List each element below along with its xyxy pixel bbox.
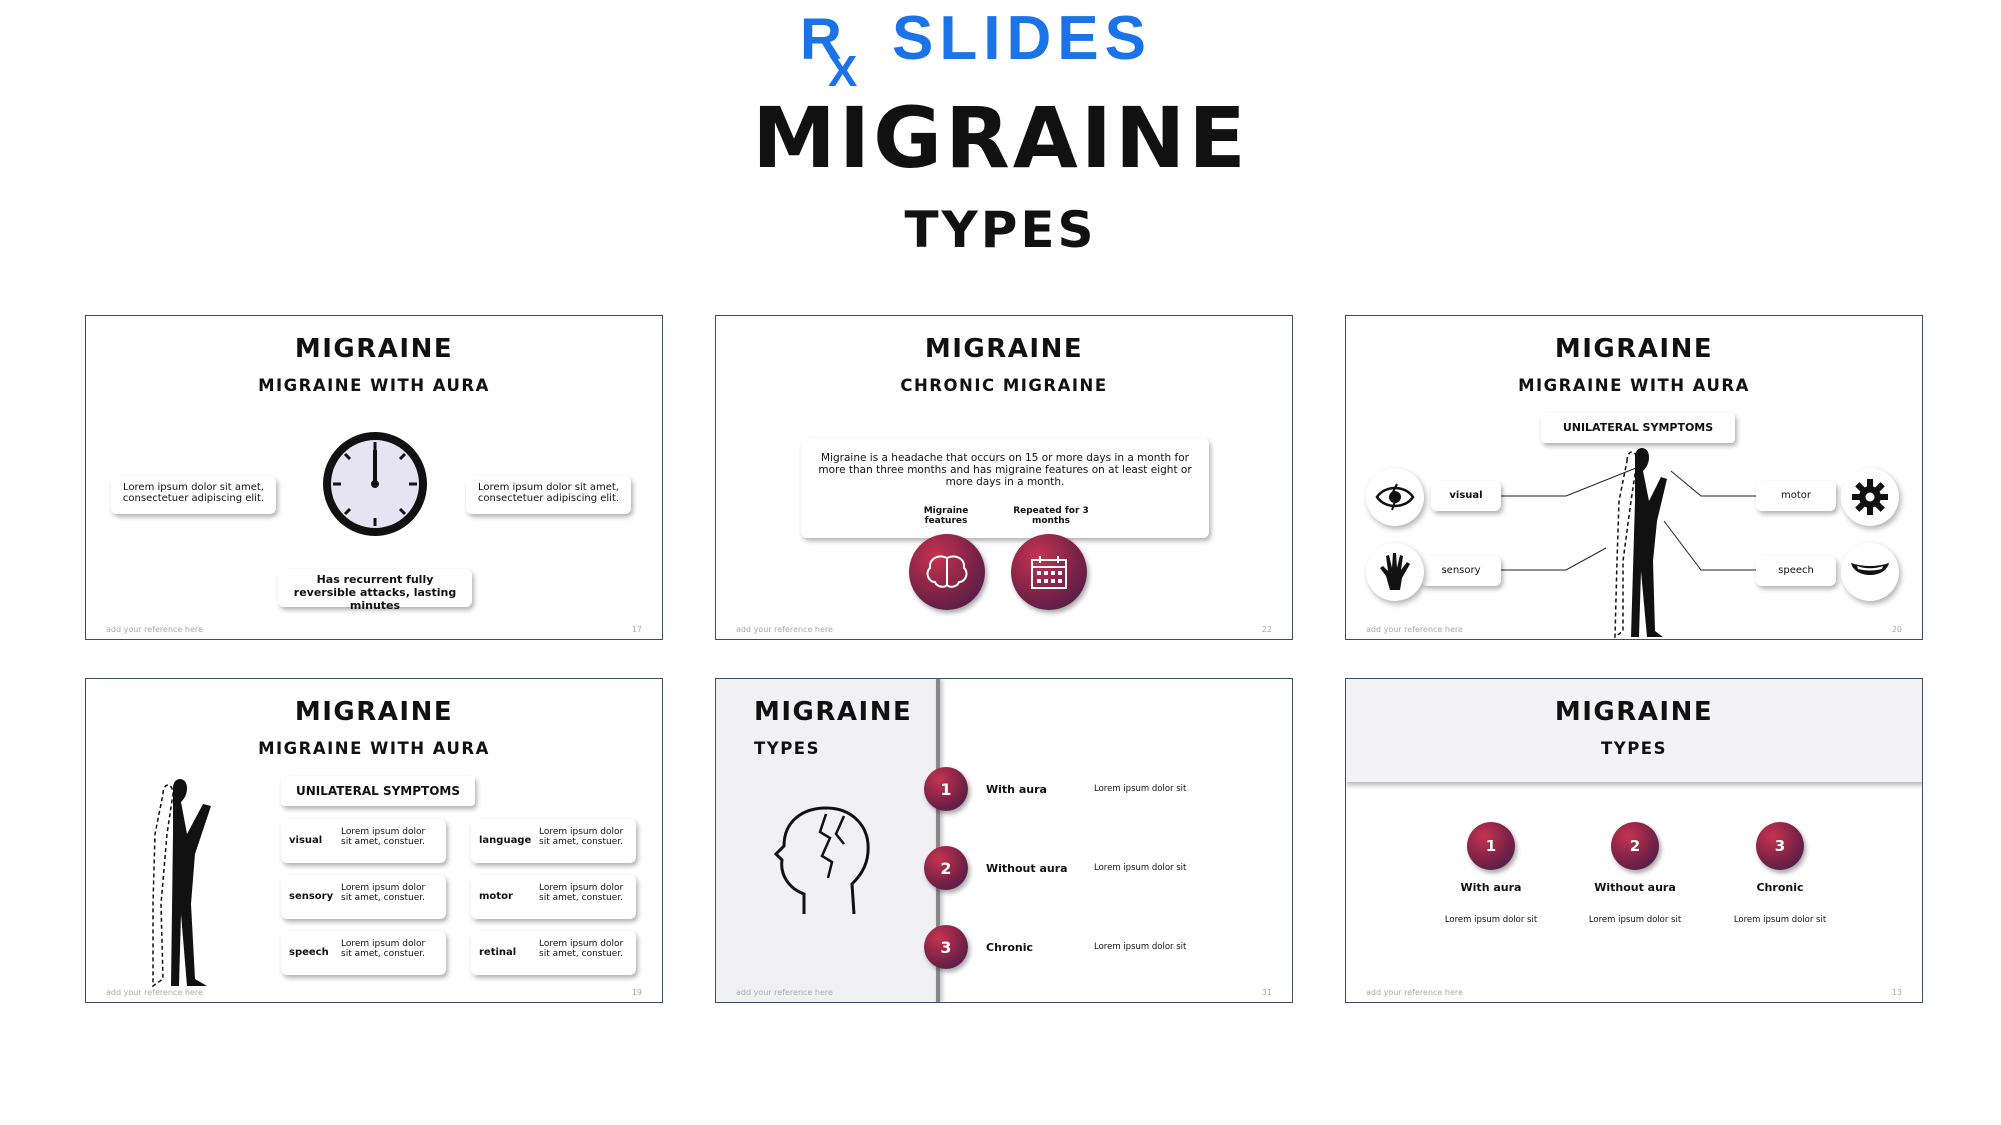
reference-note: add your reference here bbox=[736, 625, 833, 634]
eye-icon bbox=[1366, 468, 1424, 526]
type-text-2: Lorem ipsum dolor sit bbox=[1094, 863, 1187, 873]
human-silhouette-icon bbox=[141, 774, 241, 994]
left-text-card: Lorem ipsum dolor sit amet, consectetuer adipiscing elit. bbox=[111, 476, 276, 514]
slide-subtitle: CHRONIC MIGRAINE bbox=[900, 376, 1108, 395]
slide-thumbnail-2[interactable] bbox=[715, 315, 1293, 640]
step-number-1: 1 bbox=[1467, 822, 1515, 870]
type-text-2: Lorem ipsum dolor sit bbox=[1588, 915, 1682, 925]
reference-note: add your reference here bbox=[106, 988, 203, 997]
right-text-card: Lorem ipsum dolor sit amet, consectetuer adipiscing elit. bbox=[466, 476, 631, 514]
definition-card: Migraine is a headache that occurs on 15 or more days in a month for more than three months and has migraine features on at least eight or more days in a month. bbox=[801, 438, 1209, 538]
slide-subtitle: TYPES bbox=[1601, 739, 1667, 758]
step-number-3: 3 bbox=[1756, 822, 1804, 870]
page-number: 19 bbox=[631, 988, 642, 997]
symptom-card-visual: visual Lorem ipsum dolor sit amet, constuer. bbox=[281, 819, 446, 863]
slide-subtitle: MIGRAINE WITH AURA bbox=[258, 739, 490, 758]
page-subtitle: TYPES bbox=[904, 201, 1097, 259]
unilateral-symptoms-label: UNILATERAL SYMPTOMS bbox=[1541, 413, 1735, 443]
reference-note: add your reference here bbox=[1366, 988, 1463, 997]
type-label-3: Chronic bbox=[1756, 881, 1804, 894]
type-text-3: Lorem ipsum dolor sit bbox=[1733, 915, 1827, 925]
page-number: 13 bbox=[1891, 988, 1902, 997]
type-label-3: Chronic bbox=[986, 941, 1034, 954]
logo-slides: SLIDES bbox=[892, 4, 1152, 73]
logo-r: R bbox=[800, 7, 842, 72]
symptom-card-sensory: sensory Lorem ipsum dolor sit amet, constuer. bbox=[281, 875, 446, 919]
slide-thumbnail-4[interactable] bbox=[85, 678, 663, 1003]
reference-note: add your reference here bbox=[736, 988, 833, 997]
slide-subtitle: MIGRAINE WITH AURA bbox=[1518, 376, 1750, 395]
calendar-icon bbox=[1011, 534, 1087, 610]
slide-thumbnail-3[interactable] bbox=[1345, 315, 1923, 640]
sensory-label: sensory bbox=[1421, 556, 1501, 586]
type-label-2: Without aura bbox=[986, 862, 1068, 875]
symptom-card-speech: speech Lorem ipsum dolor sit amet, constuer. bbox=[281, 931, 446, 975]
slide-title: MIGRAINE bbox=[1554, 697, 1714, 727]
speech-label: speech bbox=[1756, 556, 1836, 586]
logo-x: X bbox=[828, 47, 858, 90]
slide-thumbnail-1[interactable] bbox=[85, 315, 663, 640]
page-number: 31 bbox=[1261, 988, 1272, 997]
slide-thumbnail-5[interactable] bbox=[715, 678, 1293, 1003]
type-text-3: Lorem ipsum dolor sit bbox=[1094, 942, 1187, 952]
motor-label: motor bbox=[1756, 481, 1836, 511]
slide-title: MIGRAINE bbox=[294, 697, 454, 727]
slide-title: MIGRAINE bbox=[1554, 334, 1714, 364]
type-text-1: Lorem ipsum dolor sit bbox=[1444, 915, 1538, 925]
slide-thumbnail-6[interactable] bbox=[1345, 678, 1923, 1003]
symptom-card-language: language Lorem ipsum dolor sit amet, constuer. bbox=[471, 819, 636, 863]
step-number-2: 2 bbox=[1611, 822, 1659, 870]
symptom-card-motor: motor Lorem ipsum dolor sit amet, constuer. bbox=[471, 875, 636, 919]
slide-title: MIGRAINE bbox=[754, 697, 913, 727]
brain-icon bbox=[909, 534, 985, 610]
type-text-1: Lorem ipsum dolor sit bbox=[1094, 784, 1187, 794]
human-silhouette-icon bbox=[1601, 441, 1691, 640]
page-number: 20 bbox=[1891, 625, 1902, 634]
slide-title: MIGRAINE bbox=[294, 334, 454, 364]
reference-note: add your reference here bbox=[106, 625, 203, 634]
slide-subtitle: TYPES bbox=[754, 739, 820, 758]
step-number-1: 1 bbox=[924, 767, 968, 811]
step-number-3: 3 bbox=[924, 925, 968, 969]
gear-icon bbox=[1841, 468, 1899, 526]
page-number: 22 bbox=[1261, 625, 1272, 634]
mouth-icon bbox=[1841, 543, 1899, 601]
slide-title: MIGRAINE bbox=[924, 334, 1084, 364]
rx-slides-logo bbox=[800, 4, 1220, 90]
type-label-1: With aura bbox=[1460, 881, 1522, 894]
reference-note: add your reference here bbox=[1366, 625, 1463, 634]
feature-label-2: Repeated for 3 months bbox=[1013, 506, 1089, 526]
visual-label: visual bbox=[1431, 481, 1501, 511]
step-number-2: 2 bbox=[924, 846, 968, 890]
type-label-2: Without aura bbox=[1594, 881, 1676, 894]
bottom-text-card: Has recurrent fully reversible attacks, lasting minutes bbox=[278, 569, 472, 607]
slide-subtitle: MIGRAINE WITH AURA bbox=[258, 376, 490, 395]
hand-icon bbox=[1366, 543, 1424, 601]
symptom-card-retinal: retinal Lorem ipsum dolor sit amet, constuer. bbox=[471, 931, 636, 975]
page-number: 17 bbox=[631, 625, 642, 634]
header-band bbox=[1346, 679, 1923, 782]
type-label-1: With aura bbox=[986, 783, 1047, 796]
clock-icon bbox=[319, 428, 431, 540]
feature-label-1: Migraine features bbox=[923, 506, 969, 526]
unilateral-symptoms-label: UNILATERAL SYMPTOMS bbox=[281, 776, 475, 806]
head-profile-icon bbox=[774, 804, 874, 924]
page-title: MIGRAINE bbox=[752, 89, 1249, 187]
page-header bbox=[0, 0, 2001, 300]
